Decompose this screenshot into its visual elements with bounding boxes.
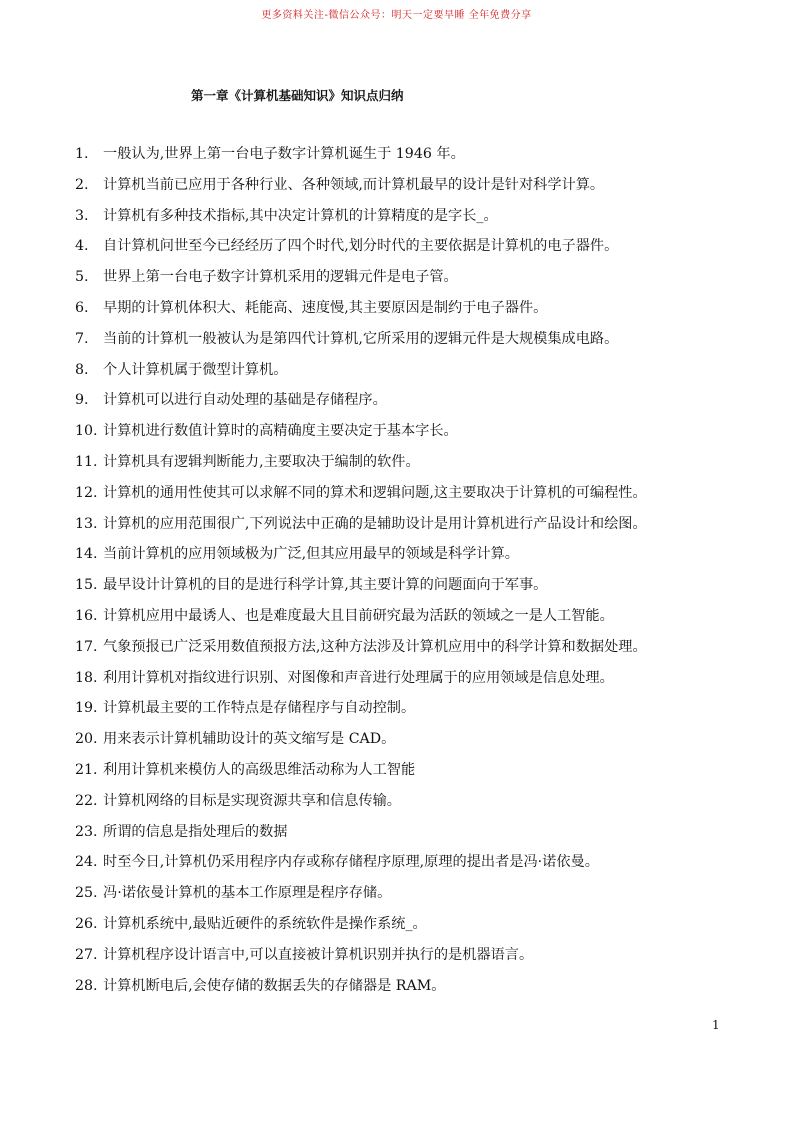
item-number: 19.	[75, 700, 98, 717]
item-number: 10.	[75, 423, 98, 440]
item-number: 15.	[75, 577, 98, 594]
list-item	[75, 204, 775, 235]
item-text: 计算机的通用性使其可以求解不同的算术和逻辑问题,这主要取决于计算机的可编程性。	[103, 484, 647, 501]
item-text: 计算机系统中,最贴近硬件的系统软件是操作系统_。	[103, 915, 427, 932]
list-item	[75, 388, 775, 419]
list-item	[75, 912, 775, 943]
item-text: 计算机可以进行自动处理的基础是存储程序。	[103, 392, 387, 409]
list-item	[75, 512, 775, 543]
item-number: 4.	[75, 238, 89, 255]
list-item	[75, 666, 775, 697]
item-text: 当前计算机的应用领域极为广泛,但其应用最早的领域是科学计算。	[103, 546, 519, 563]
list-item	[75, 727, 775, 758]
list-item	[75, 173, 775, 204]
page-number: 1	[712, 1018, 720, 1032]
item-text: 气象预报已广泛采用数值预报方法,这种方法涉及计算机应用中的科学计算和数据处理。	[103, 638, 647, 655]
item-number: 20.	[75, 731, 98, 748]
header-banner: 更多资料关注-微信公众号：明天一定要早睡 全年免费分享	[261, 10, 532, 21]
list-item	[75, 481, 775, 512]
item-text: 当前的计算机一般被认为是第四代计算机,它所采用的逻辑元件是大规模集成电路。	[103, 330, 619, 347]
item-number: 25.	[75, 885, 98, 902]
list-item	[75, 358, 775, 389]
item-number: 26.	[75, 915, 98, 932]
list-item	[75, 850, 775, 881]
list-item	[75, 142, 775, 173]
item-text: 个人计算机属于微型计算机。	[103, 361, 288, 378]
list-item	[75, 234, 775, 265]
item-text: 一般认为,世界上第一台电子数字计算机诞生于 1946 年。	[103, 146, 465, 162]
item-text: 用来表示计算机辅助设计的英文缩写是 CAD。	[103, 731, 396, 748]
knowledge-point-list	[75, 142, 775, 1004]
item-text: 时至今日,计算机仍采用程序内存或称存储程序原理,原理的提出者是冯·诺依曼。	[103, 854, 599, 871]
list-item	[75, 296, 775, 327]
item-number: 1.	[75, 146, 89, 162]
item-number: 28.	[75, 977, 98, 994]
item-number: 23.	[75, 823, 98, 840]
item-text: 自计算机问世至今已经经历了四个时代,划分时代的主要依据是计算机的电子器件。	[103, 238, 619, 255]
list-item	[75, 450, 775, 481]
item-number: 8.	[75, 361, 89, 378]
list-item	[75, 881, 775, 912]
list-item	[75, 635, 775, 666]
item-number: 11.	[75, 453, 98, 470]
item-number: 14.	[75, 546, 98, 563]
list-item	[75, 943, 775, 974]
list-item	[75, 573, 775, 604]
item-text: 计算机程序设计语言中,可以直接被计算机识别并执行的是机器语言。	[103, 946, 534, 963]
item-number: 22.	[75, 792, 98, 809]
item-text: 早期的计算机体积大、耗能高、速度慢,其主要原因是制约于电子器件。	[103, 299, 548, 316]
list-item	[75, 542, 775, 573]
item-number: 2.	[75, 176, 89, 193]
item-number: 24.	[75, 854, 98, 871]
item-text: 计算机当前已应用于各种行业、各种领域,而计算机最早的设计是针对科学计算。	[103, 176, 605, 193]
item-text: 最早设计计算机的目的是进行科学计算,其主要计算的问题面向于军事。	[103, 577, 548, 594]
list-item	[75, 265, 775, 296]
list-item	[75, 327, 775, 358]
list-item	[75, 820, 775, 851]
item-text: 计算机网络的目标是实现资源共享和信息传输。	[103, 792, 401, 809]
item-number: 17.	[75, 638, 98, 655]
item-text: 计算机断电后,会使存储的数据丢失的存储器是 RAM。	[103, 977, 446, 994]
item-number: 27.	[75, 946, 98, 963]
item-number: 6.	[75, 299, 89, 316]
list-item	[75, 974, 775, 1005]
item-number: 9.	[75, 392, 89, 409]
item-number: 5.	[75, 269, 89, 286]
item-text: 利用计算机来模仿人的高级思维活动称为人工智能	[103, 761, 416, 778]
item-text: 世界上第一台电子数字计算机采用的逻辑元件是电子管。	[103, 269, 458, 286]
item-text: 计算机应用中最诱人、也是难度最大且目前研究最为活跃的领域之一是人工智能。	[103, 607, 614, 624]
item-text: 计算机具有逻辑判断能力,主要取决于编制的软件。	[103, 453, 420, 470]
item-text: 所谓的信息是指处理后的数据	[103, 823, 288, 840]
item-number: 21.	[75, 761, 98, 778]
item-text: 利用计算机对指纹进行识别、对图像和声音进行处理属于的应用领域是信息处理。	[103, 669, 614, 686]
item-text: 计算机进行数值计算时的高精确度主要决定于基本字长。	[103, 423, 458, 440]
item-text: 计算机的应用范围很广,下列说法中正确的是辅助设计是用计算机进行产品设计和绘图。	[103, 515, 647, 532]
item-number: 16.	[75, 607, 98, 624]
list-item	[75, 758, 775, 789]
item-number: 13.	[75, 515, 98, 532]
item-number: 7.	[75, 330, 89, 347]
list-item	[75, 604, 775, 635]
item-number: 3.	[75, 207, 89, 224]
item-text: 计算机最主要的工作特点是存储程序与自动控制。	[103, 700, 416, 717]
list-item	[75, 419, 775, 450]
document-title: 第一章《计算机基础知识》知识点归纳	[191, 88, 404, 103]
item-number: 18.	[75, 669, 98, 686]
list-item	[75, 696, 775, 727]
item-text: 冯·诺依曼计算机的基本工作原理是程序存储。	[103, 885, 392, 902]
item-number: 12.	[75, 484, 98, 501]
list-item	[75, 789, 775, 820]
item-text: 计算机有多种技术指标,其中决定计算机的计算精度的是字长_。	[103, 207, 498, 224]
